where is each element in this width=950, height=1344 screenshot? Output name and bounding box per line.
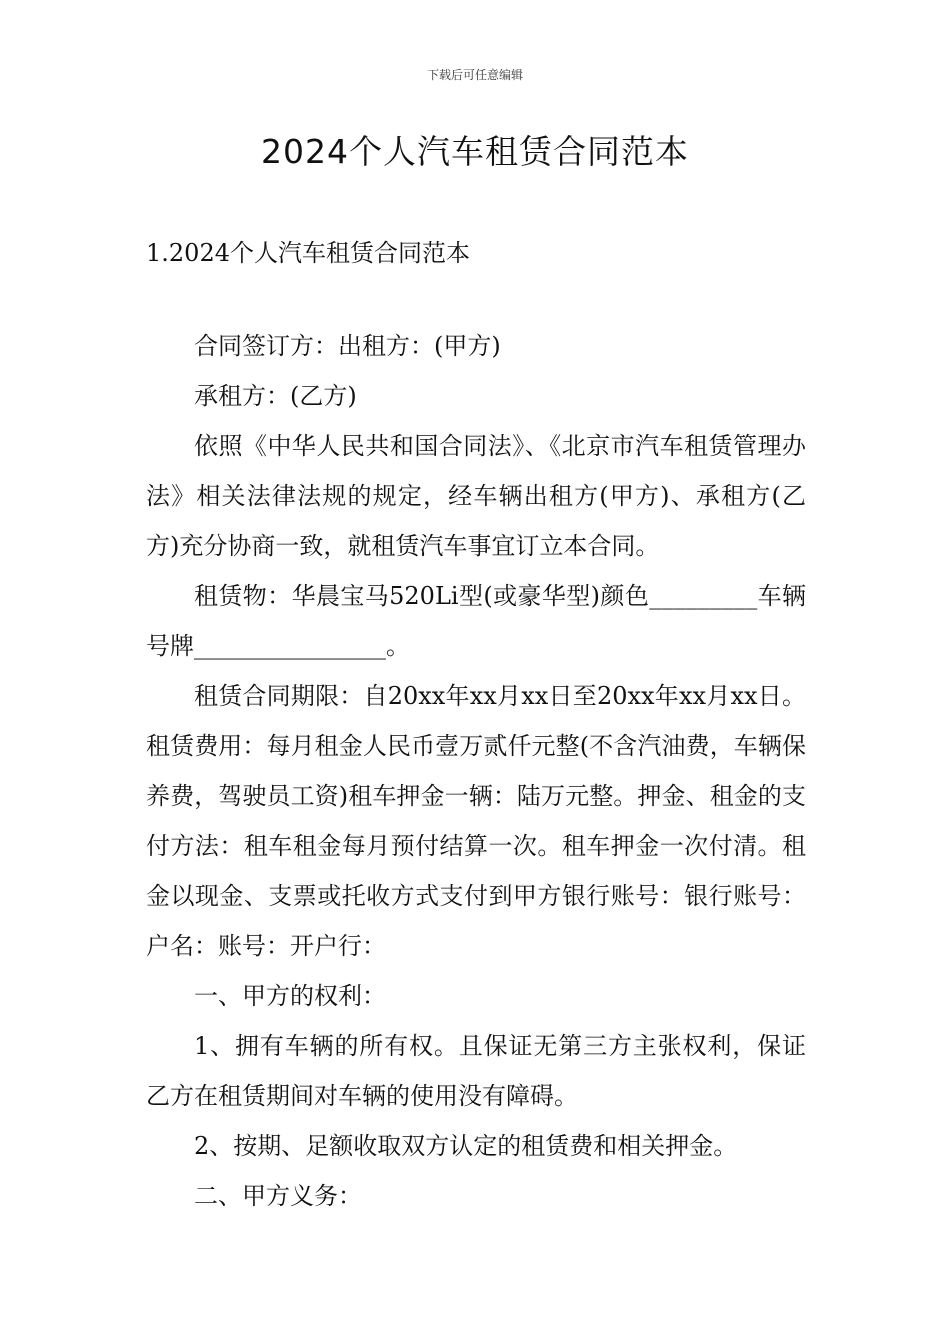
document-title: 2024个人汽车租赁合同范本: [261, 132, 689, 171]
document-body: [146, 228, 806, 1221]
paragraph-party-a-rights: 一、甲方的权利：: [194, 982, 386, 1010]
paragraph-leased-item: 租赁物：华晨宝马520Li型(或豪华型)颜色_________车辆号牌________________。: [146, 582, 806, 660]
paragraph-party-a-obligations: 二、甲方义务：: [194, 1182, 362, 1210]
paragraph-right-1: 1、拥有车辆的所有权。且保证无第三方主张权利，保证乙方在租赁期间对车辆的使用没有障碍。: [146, 1032, 806, 1110]
paragraph-list: [146, 321, 806, 1221]
section-heading: 1.2024个人汽车租赁合同范本: [146, 239, 470, 267]
paragraph-lessee: 承租方：(乙方): [194, 382, 357, 410]
header-note: 下载后可任意编辑: [426, 68, 523, 82]
paragraph-legal-basis: 依照《中华人民共和国合同法》、《北京市汽车租赁管理办法》相关法律法规的规定，经车辆出租方(甲方)、承租方(乙方)充分协商一致，就租赁汽车事宜订立本合同。: [146, 432, 806, 560]
paragraph-lease-term: 租赁合同期限：自20xx年xx月xx日至20xx年xx月xx日。租赁费用：每月租金人民币壹万贰仟元整(不含汽油费，车辆保养费，驾驶员工资)租车押金一辆：陆万元整。押金、租金的支付方法：租车租金每月预付结算一次。租车押金一次付清。租金以现金、支票或托收方式支付到甲方银行账号：银行账号：户名：账号：开户行：: [146, 682, 806, 960]
paragraph-right-2: 2、按期、足额收取双方认定的租赁费和相关押金。: [194, 1132, 738, 1160]
paragraph-parties: 合同签订方：出租方：(甲方): [194, 332, 501, 360]
